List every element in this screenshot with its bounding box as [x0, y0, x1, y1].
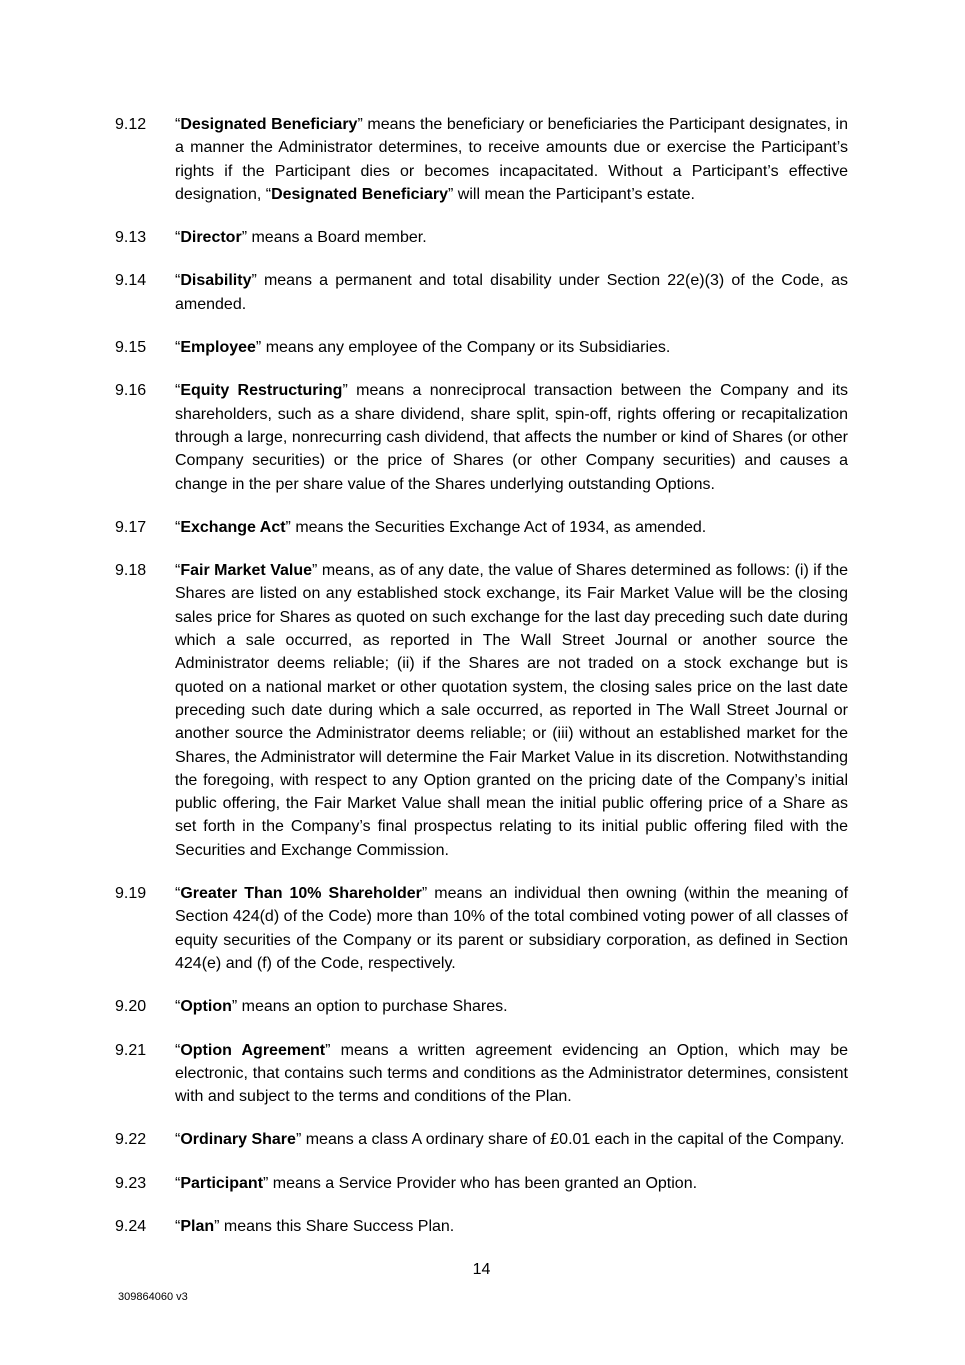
definition-number: 9.17: [115, 518, 147, 536]
definition-text: “Equity Restructuring” means a nonreciprocal transaction between the Company and its shareholders, such as a share dividend, share split, spin-off, rights offering or recapitalization through a large, nonrecurring cash dividend, that affects the number or kind of Shares (or other Company securities) or the price of Shares (or other Company securities) and causes a change in the per share value of the Shares underlying outstanding Options.: [175, 382, 849, 493]
definition-item: [115, 995, 848, 1018]
definition-number: 9.13: [115, 229, 147, 247]
definition-text: “Disability” means a permanent and total disability under Section 22(e)(3) of the Code, as amended.: [175, 272, 848, 313]
definition-item: [115, 1215, 848, 1238]
definition-text: “Exchange Act” means the Securities Exchange Act of 1934, as amended.: [175, 518, 707, 536]
definition-text: “Participant” means a Service Provider who has been granted an Option.: [175, 1174, 698, 1192]
definition-number: 9.16: [115, 382, 147, 400]
definition-item: [115, 1128, 848, 1151]
page-number: 14: [472, 1261, 491, 1279]
definition-item: [115, 113, 848, 206]
definition-number: 9.22: [115, 1131, 147, 1149]
definition-number: 9.12: [115, 116, 147, 133]
definition-text: “Option” means an option to purchase Shares.: [175, 998, 508, 1016]
definition-text: “Director” means a Board member.: [175, 229, 427, 247]
definition-item: [115, 559, 848, 862]
definition-text: “Option Agreement” means a written agreement evidencing an Option, which may be electronic, that contains such terms and conditions as the Administrator determines, consistent with and subject to the terms and conditions of the Plan.: [175, 1041, 848, 1106]
definition-number: 9.15: [115, 339, 147, 357]
definition-item: [115, 1172, 848, 1195]
definitions-list: [115, 113, 848, 1238]
definition-text: “Ordinary Share” means a class A ordinary share of £0.01 each in the capital of the Company.: [175, 1131, 845, 1149]
definition-number: 9.14: [115, 272, 147, 290]
definition-text: “Designated Beneficiary” means the beneficiary or beneficiaries the Participant designates, in a manner the Administrator determines, to receive amounts due or exercise the Participant’s rights if the Participant dies or becomes incapacitated. Without a Participant’s effective designation, “Designated Beneficiary” will mean the Participant’s estate.: [175, 116, 848, 203]
definition-text: “Fair Market Value” means, as of any date, the value of Shares determined as follows: (i) if the Shares are listed on any established stock exchange, its Fair Market Value will be the closing sales price for Shares as quoted on such exchange for the last day preceding such date during which a sale occurred, as reported in The Wall Street Journal or another source the Administrator deems reliable; (ii) if the Shares are not traded on a stock exchange but is quoted on a national market or other quotation system, the closing sales price on the last date preceding such date during which a sale occurred, as reported in The Wall Street Journal or another source the Administrator deems reliable; or (iii) without an established market for the Shares, the Administrator will determine the Fair Market Value in its discretion. Notwithstanding the foregoing, with respect to any Option granted on the pricing date of the Company’s initial public offering, the Fair Market Value shall mean the initial public offering price of a Share as set forth in the Company’s final prospectus relating to its initial public offering filed with the Securities and Exchange Commission.: [175, 562, 848, 859]
definition-item: [115, 516, 848, 539]
definition-item: [115, 226, 848, 249]
definition-number: 9.19: [115, 885, 147, 903]
definition-number: 9.20: [115, 998, 147, 1016]
definition-number: 9.21: [115, 1041, 147, 1059]
definition-text: “Greater Than 10% Shareholder” means an individual then owning (within the meaning of Section 424(d) of the Code) more than 10% of the total combined voting power of all classes of equity securities of the Company or its parent or subsidiary corporation, as defined in Section 424(e) and (f) of the Code, respectively.: [175, 885, 849, 972]
definition-item: [115, 336, 848, 359]
definition-item: [115, 379, 848, 495]
definition-item: [115, 1039, 848, 1109]
document-id-footer: 309864060 v3: [118, 1290, 188, 1303]
definition-text: “Plan” means this Share Success Plan.: [175, 1217, 455, 1235]
definition-number: 9.23: [115, 1174, 147, 1192]
definition-item: [115, 882, 848, 975]
definition-number: 9.24: [115, 1217, 147, 1235]
definition-number: 9.18: [115, 562, 147, 580]
definition-text: “Employee” means any employee of the Company or its Subsidiaries.: [175, 339, 671, 357]
definition-item: [115, 269, 848, 316]
